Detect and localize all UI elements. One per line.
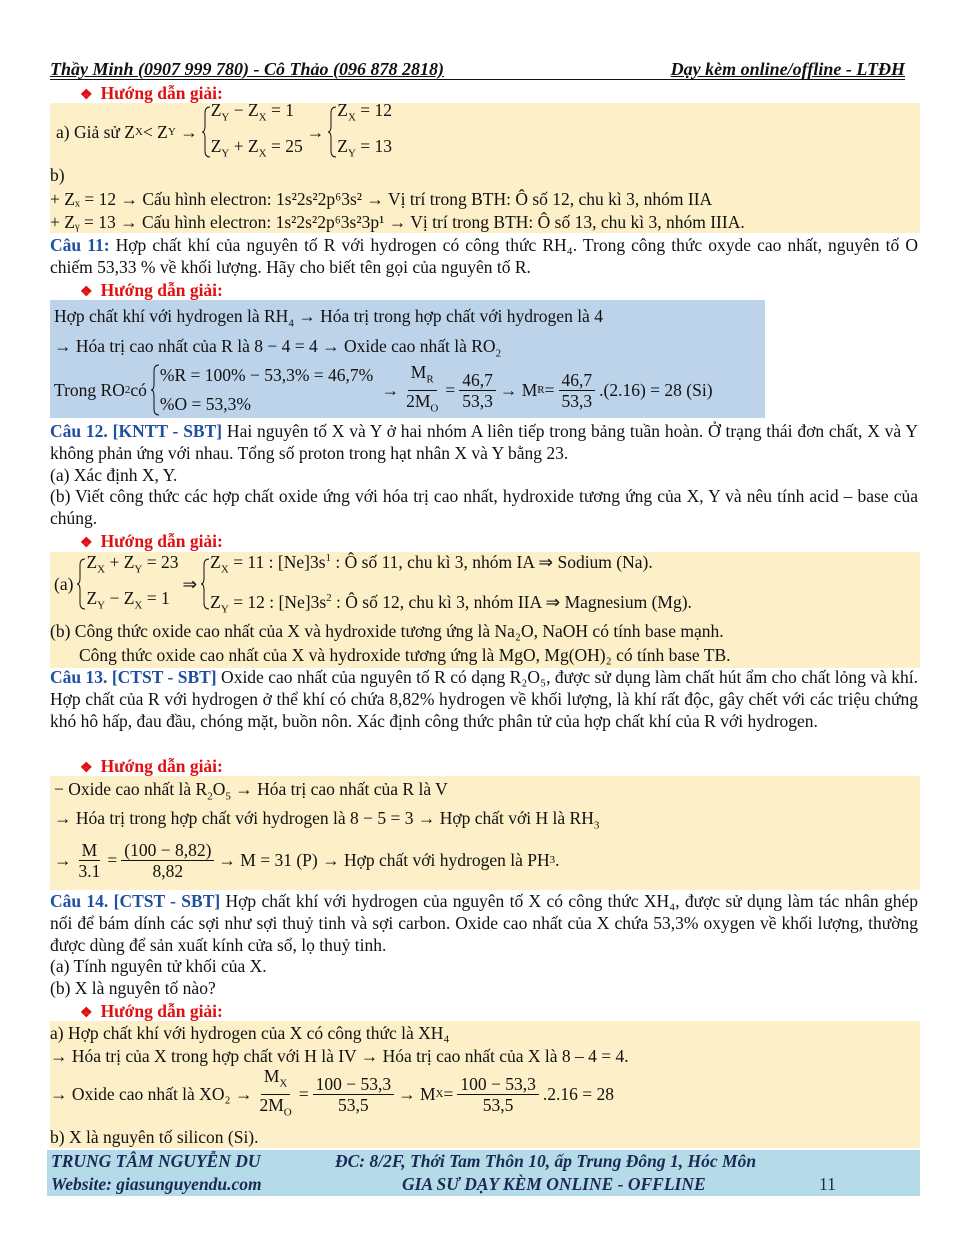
t: − Z	[105, 588, 135, 608]
t: 46,7	[459, 370, 496, 391]
t: 53,3	[462, 390, 493, 411]
t: .(2.16) = 28 (Si)	[599, 380, 713, 400]
diamond-ornament-icon: ❖	[80, 88, 93, 103]
t: =	[298, 1084, 309, 1104]
sub: O	[283, 1106, 292, 1118]
sub: 3	[593, 819, 600, 832]
text: < Z	[142, 122, 168, 142]
sub: R	[537, 384, 545, 396]
page-number: 11	[819, 1174, 836, 1194]
t: (a)	[54, 574, 74, 594]
sub: 4	[288, 317, 294, 330]
t: = 1	[142, 588, 170, 608]
t: : Ô số 11, chu kì 3, nhóm IA ⇒ Sodium (Na).	[331, 551, 653, 572]
t: → M = 31 (P) → Hợp chất với hydrogen là PH	[218, 850, 550, 870]
question-part-b: (b) X là nguyên tố nào?	[50, 978, 216, 999]
t: → M	[398, 1084, 436, 1104]
sub: 2	[124, 384, 131, 396]
sub: 3	[549, 854, 556, 866]
t: − Z	[229, 99, 259, 120]
t: → M	[499, 380, 538, 400]
diamond-ornament-icon: ❖	[80, 285, 93, 300]
t: = 13	[355, 136, 393, 156]
t: → Hóa trị trong hợp chất với hydrogen là 8 − 5 = 3 → Hợp chất với H là RH	[54, 808, 594, 828]
equation-system	[77, 548, 178, 621]
sol12-b-line-2: Công thức oxide cao nhất của X và hydroxide tương ứng là MgO, Mg(OH)₂ có tính base TB.	[79, 645, 731, 665]
question-label: Câu 11:	[50, 235, 110, 255]
t: Z	[337, 99, 348, 120]
t: 46,7	[559, 370, 596, 391]
t: 2M	[259, 1094, 284, 1115]
guide-label: Hướng dẫn giải:	[100, 280, 223, 300]
sub: X	[258, 147, 267, 160]
implies: ⇒	[182, 574, 198, 594]
brace-icon	[151, 364, 160, 416]
fraction	[403, 362, 441, 418]
brace-icon	[77, 558, 86, 610]
brace-icon	[201, 558, 210, 610]
t: Z	[337, 136, 348, 156]
t: Z	[86, 551, 98, 572]
sub: X	[347, 111, 356, 123]
t: 100 − 53,3	[457, 1074, 539, 1095]
t: = 12 : [Ne]3s	[228, 591, 327, 612]
sub: X	[134, 599, 143, 612]
t: Z	[210, 136, 222, 156]
t: Z	[210, 99, 222, 120]
arrow: →	[180, 122, 198, 142]
sub: Y	[167, 126, 176, 138]
sub: Y	[97, 599, 106, 612]
question-text: Oxide cao nhất của nguyên tố R có dạng R₂O₅, được sử dụng làm chất hút ẩm cho chất lỏng và khí. Hợp chất của R với hydrogen ở thể khí có chứa 8,82% hydrogen về khối lượng, là khí rất độc, gây chết với các triệu chứng khó hô hấp, đau đầu, chóng mặt, buồn nôn. Xác định công thức phân tử của hợp chất khí của R với hydrogen.	[50, 667, 918, 731]
question-text: Hợp chất khí của nguyên tố R với hydrogen có công thức RH₄. Trong công thức oxyde cao nhất, nguyên tố O chiếm 53,33 % về khối lượng. Hãy cho biết tên gọi của nguyên tố R.	[50, 235, 918, 277]
t: Z	[86, 588, 98, 608]
sub: O	[430, 402, 439, 414]
t: + Z	[105, 551, 135, 572]
website-link[interactable]: Website: giasunguyendu.com	[51, 1174, 262, 1194]
t: %O = 53,3%	[159, 394, 251, 414]
sol10-a-equation	[56, 99, 396, 161]
sol11-line-3	[54, 362, 713, 418]
sub: Y	[347, 147, 356, 160]
slogan: GIA SƯ DẠY KÈM ONLINE - OFFLINE	[402, 1174, 706, 1194]
brace-icon	[202, 106, 211, 158]
address: ĐC: 8/2F, Thới Tam Thôn 10, ấp Trung Đông 1, Hóc Môn	[335, 1151, 757, 1171]
question-text: Hai nguyên tố X và Y ở hai nhóm A liên tiếp trong bảng tuần hoàn. Ở trạng thái đơn chất, X và Y không phản ứng với nhau. Tổng số proton trong hạt nhân X và Y bằng 23.	[50, 421, 919, 463]
sub: X	[97, 563, 106, 575]
fraction	[121, 840, 214, 881]
sol10-line-1: + Zₓ = 12 → Cấu hình electron: 1s²2s²2p⁶3s² → Vị trí trong BTH: Ô số 12, chu kì 3, nhóm IIA	[50, 189, 713, 209]
sub: X	[258, 111, 267, 123]
t: = 1	[266, 99, 294, 120]
t: M	[410, 362, 427, 382]
sub: Y	[221, 111, 230, 123]
fraction	[457, 1074, 539, 1115]
sub: 5	[225, 790, 231, 803]
sup: 2	[326, 592, 332, 604]
question-12	[50, 421, 918, 530]
sub: 2	[495, 347, 502, 360]
sol13-line-1	[54, 778, 448, 808]
sub: X	[134, 126, 143, 138]
fraction	[313, 1074, 395, 1115]
t: Trong RO	[54, 380, 125, 400]
sol14-line-1: a) Hợp chất khí với hydrogen của X có công thức là XH₄	[50, 1023, 450, 1043]
t: 100 − 53,3	[313, 1074, 395, 1095]
sol14-line-4: b) X là nguyên tố silicon (Si).	[50, 1127, 259, 1147]
sub: X	[279, 1077, 288, 1090]
sub: Y	[221, 147, 230, 160]
equation-system	[201, 544, 692, 625]
t: =	[107, 850, 118, 870]
brace-icon	[328, 106, 337, 158]
question-part-b: (b) Viết công thức các hợp chất oxide ứng với hóa trị cao nhất, hydroxide tương ứng của X, Y và nêu tính acid – base của chúng.	[50, 486, 918, 529]
t: → Hóa trị cao nhất của R là 8 − 4 = 4 → Oxide cao nhất là RO	[54, 336, 496, 356]
t: = 23	[142, 551, 179, 572]
question-label: Câu 14. [CTST - SBT]	[50, 891, 221, 911]
t: M	[79, 840, 101, 861]
diamond-ornament-icon: ❖	[80, 761, 93, 776]
sol14-line-3	[50, 1066, 614, 1119]
question-13	[50, 667, 918, 732]
t: có	[130, 380, 147, 400]
question-text: Hợp chất khí với hydrogen của nguyên tố X có công thức XH₄, được sử dụng làm tác nhân ghép nối để bám dính các sợi như sợi thuỷ tinh và sợi carbon. Oxide cao nhất của X chứa 53,3% oxygen về khối lượng, thường được dùng để sản xuất kính cửa sổ, lọ thuỷ tinh.	[50, 891, 918, 955]
t: + Z	[229, 136, 259, 156]
question-label: Câu 13. [CTST - SBT]	[50, 667, 217, 687]
sol12-b-line-1: (b) Công thức oxide cao nhất của X và hydroxide tương ứng là Na₂O, NaOH có tính base mạnh.	[50, 621, 724, 641]
header-contact: Thầy Minh (0907 999 780) - Cô Thảo (096 878 2818)	[50, 59, 445, 79]
t: =	[544, 380, 555, 400]
guide-label: Hướng dẫn giải:	[100, 756, 223, 776]
sub: Y	[220, 603, 229, 616]
diamond-ornament-icon: ❖	[80, 1006, 93, 1021]
t: O	[212, 779, 226, 799]
fraction	[459, 370, 496, 411]
t: → Hóa trị cao nhất của R là V	[230, 779, 448, 799]
question-part-a: (a) Xác định X, Y.	[50, 464, 178, 485]
sub: X	[435, 1088, 444, 1100]
t: = 12	[355, 99, 393, 120]
question-14	[50, 891, 918, 1000]
t: (100 − 8,82)	[121, 840, 214, 861]
t: Z	[210, 591, 221, 612]
fraction	[256, 1066, 294, 1122]
t: Hợp chất khí với hydrogen là RH	[54, 306, 289, 326]
t: 53,3	[561, 390, 593, 411]
sol10-b-label: b)	[50, 165, 65, 185]
question-11	[50, 235, 918, 279]
t: Z	[210, 551, 221, 572]
sol13-line-2	[54, 807, 599, 837]
sol11-line-1	[54, 305, 603, 335]
equation-system	[202, 96, 303, 169]
header-tagline: Dạy kèm online/offline - LTĐH	[670, 59, 905, 79]
t: = 11 : [Ne]3s	[228, 551, 326, 572]
sol12-a-equation	[54, 551, 696, 616]
t: .	[555, 850, 560, 870]
arrow: →	[381, 380, 400, 400]
sub: 2	[207, 790, 213, 803]
t: =	[445, 380, 456, 400]
t: 3.1	[78, 860, 101, 881]
guide-label: Hướng dẫn giải:	[100, 83, 223, 103]
sup: 1	[325, 551, 332, 564]
sub: R	[426, 373, 434, 386]
t: 2M	[406, 390, 431, 411]
fraction	[76, 840, 104, 881]
equation-system	[328, 96, 392, 169]
t: → Oxide cao nhất là XO₂ →	[50, 1084, 253, 1104]
t: 53,5	[338, 1094, 369, 1115]
sol14-line-2: → Hóa trị của X trong hợp chất với H là IV → Hóa trị cao nhất của X là 8 – 4 = 4.	[50, 1046, 629, 1066]
t: %R = 100% − 53,3% = 46,7%	[159, 365, 374, 385]
arrow: →	[306, 122, 325, 142]
sub: X	[220, 563, 229, 575]
page-footer	[47, 1150, 920, 1196]
t: M	[263, 1066, 280, 1086]
question-part-a: (a) Tính nguyên tử khối của X.	[50, 956, 267, 977]
sol10-line-2: + Zᵧ = 13 → Cấu hình electron: 1s²2s²2p⁶3s²3p¹ → Vị trí trong BTH: Ô số 13, chu kì 3, nhóm IIIA.	[50, 212, 745, 232]
t: 8,82	[152, 860, 184, 881]
t: .2.16 = 28	[542, 1084, 614, 1104]
equation-system	[151, 361, 373, 419]
t: → Hóa trị trong hợp chất với hydrogen là 4	[293, 306, 603, 326]
diamond-ornament-icon: ❖	[80, 536, 93, 551]
fraction	[559, 370, 596, 411]
question-label: Câu 12. [KNTT - SBT]	[50, 421, 223, 441]
t: : Ô số 12, chu kì 3, nhóm IIA ⇒ Magnesium (Mg).	[331, 591, 692, 612]
guide-label: Hướng dẫn giải:	[100, 531, 223, 551]
t: − Oxide cao nhất là R	[54, 779, 208, 799]
guide-label: Hướng dẫn giải:	[100, 1001, 223, 1021]
sol13-line-3	[54, 836, 559, 884]
center-name: TRUNG TÂM NGUYỄN DU	[51, 1151, 261, 1171]
t: =	[443, 1084, 454, 1104]
t: 53,5	[482, 1094, 514, 1115]
arrow: →	[54, 850, 72, 870]
t: = 25	[266, 136, 303, 156]
text: a) Giả sử Z	[56, 122, 135, 142]
sub: Y	[134, 563, 143, 575]
header-rule	[50, 79, 905, 80]
